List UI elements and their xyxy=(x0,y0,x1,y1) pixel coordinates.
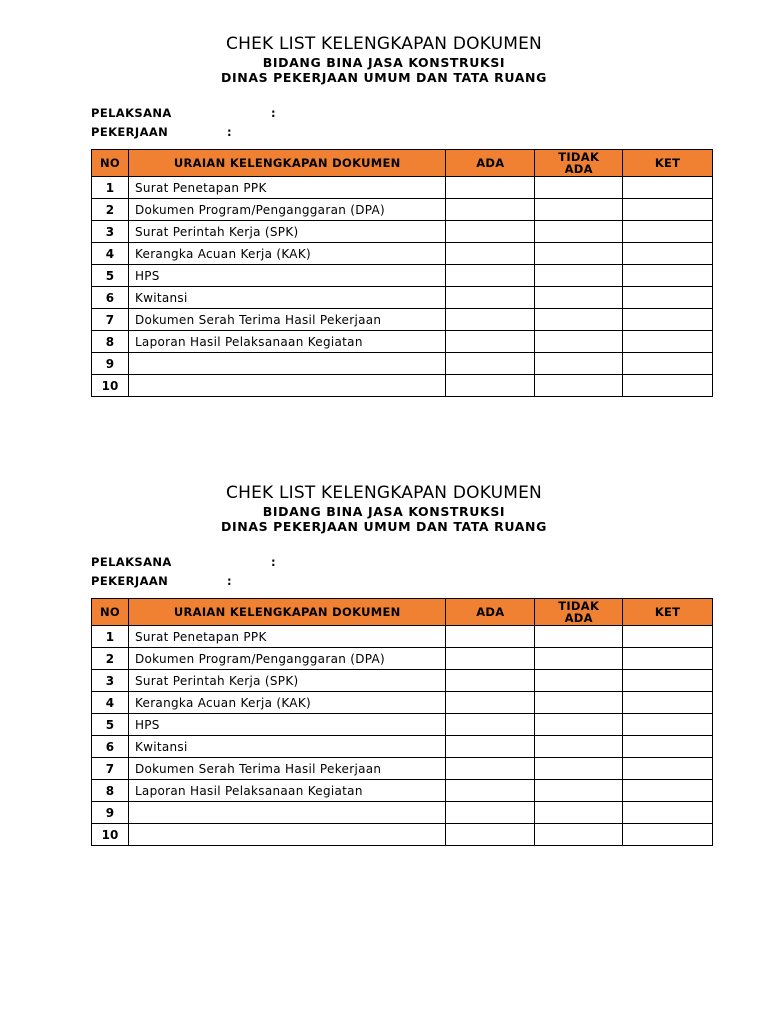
table-row xyxy=(92,714,713,736)
row-tidak-ada-cell[interactable] xyxy=(535,199,623,221)
row-description: Surat Penetapan PPK xyxy=(128,626,446,648)
pelaksana-label: PELAKSANA xyxy=(91,555,172,569)
row-number: 7 xyxy=(92,758,129,780)
table-row xyxy=(92,626,713,648)
row-number: 3 xyxy=(92,670,129,692)
row-ket-cell[interactable] xyxy=(623,353,713,375)
table-row xyxy=(92,802,713,824)
row-ket-cell[interactable] xyxy=(623,824,713,846)
row-tidak-ada-cell[interactable] xyxy=(535,780,623,802)
row-ket-cell[interactable] xyxy=(623,692,713,714)
form-fields xyxy=(0,106,768,146)
row-description: Surat Perintah Kerja (SPK) xyxy=(128,670,446,692)
row-description xyxy=(128,353,446,375)
header-ket: KET xyxy=(623,150,713,177)
row-ket-cell[interactable] xyxy=(623,758,713,780)
row-tidak-ada-cell[interactable] xyxy=(535,692,623,714)
row-ket-cell[interactable] xyxy=(623,221,713,243)
row-number: 9 xyxy=(92,802,129,824)
row-ket-cell[interactable] xyxy=(623,714,713,736)
pekerjaan-label: PEKERJAAN xyxy=(91,125,169,139)
header-uraian: URAIAN KELENGKAPAN DOKUMEN xyxy=(128,150,446,177)
row-ket-cell[interactable] xyxy=(623,243,713,265)
row-ada-cell[interactable] xyxy=(446,692,535,714)
table-row xyxy=(92,177,713,199)
table-header-row xyxy=(92,150,713,177)
row-ada-cell[interactable] xyxy=(446,802,535,824)
row-ada-cell[interactable] xyxy=(446,331,535,353)
table-row xyxy=(92,670,713,692)
form-subtitle-1: BIDANG BINA JASA KONSTRUKSI xyxy=(262,504,506,519)
row-ket-cell[interactable] xyxy=(623,802,713,824)
pekerjaan-colon: : xyxy=(227,125,232,139)
header-ada: ADA xyxy=(446,150,535,177)
table-row xyxy=(92,375,713,397)
row-number: 5 xyxy=(92,265,129,287)
row-tidak-ada-cell[interactable] xyxy=(535,177,623,199)
row-number: 8 xyxy=(92,331,129,353)
row-tidak-ada-cell[interactable] xyxy=(535,802,623,824)
row-description xyxy=(128,375,446,397)
row-ada-cell[interactable] xyxy=(446,714,535,736)
row-ket-cell[interactable] xyxy=(623,780,713,802)
row-number: 8 xyxy=(92,780,129,802)
row-ada-cell[interactable] xyxy=(446,670,535,692)
row-ada-cell[interactable] xyxy=(446,626,535,648)
row-tidak-ada-cell[interactable] xyxy=(535,714,623,736)
row-ada-cell[interactable] xyxy=(446,265,535,287)
header-no: NO xyxy=(92,599,129,626)
row-number: 10 xyxy=(92,824,129,846)
row-number: 7 xyxy=(92,309,129,331)
row-number: 6 xyxy=(92,287,129,309)
row-ada-cell[interactable] xyxy=(446,758,535,780)
row-ada-cell[interactable] xyxy=(446,375,535,397)
row-number: 3 xyxy=(92,221,129,243)
row-ket-cell[interactable] xyxy=(623,670,713,692)
row-description xyxy=(128,802,446,824)
row-ada-cell[interactable] xyxy=(446,177,535,199)
row-description xyxy=(128,824,446,846)
checklist-table xyxy=(91,149,713,397)
checklist-table xyxy=(91,598,713,846)
row-tidak-ada-cell[interactable] xyxy=(535,265,623,287)
row-ket-cell[interactable] xyxy=(623,287,713,309)
pelaksana-colon: : xyxy=(271,555,276,569)
row-tidak-ada-cell[interactable] xyxy=(535,648,623,670)
header-tidak-ada xyxy=(535,599,623,626)
row-tidak-ada-cell[interactable] xyxy=(535,331,623,353)
checklist-form xyxy=(0,482,768,842)
row-description: Dokumen Program/Penganggaran (DPA) xyxy=(128,199,446,221)
table-row xyxy=(92,221,713,243)
row-description: Kerangka Acuan Kerja (KAK) xyxy=(128,692,446,714)
table-row xyxy=(92,199,713,221)
header-tidak-ada-label: TIDAK ADA xyxy=(558,150,600,176)
row-tidak-ada-cell[interactable] xyxy=(535,670,623,692)
row-ket-cell[interactable] xyxy=(623,309,713,331)
pelaksana-label: PELAKSANA xyxy=(91,106,172,120)
row-number: 2 xyxy=(92,199,129,221)
pekerjaan-label: PEKERJAAN xyxy=(91,574,169,588)
header-tidak-ada-label: TIDAK ADA xyxy=(558,599,600,625)
row-tidak-ada-cell[interactable] xyxy=(535,736,623,758)
row-description: Laporan Hasil Pelaksanaan Kegiatan xyxy=(128,780,446,802)
table-header-row xyxy=(92,599,713,626)
row-tidak-ada-cell[interactable] xyxy=(535,626,623,648)
form-subtitle-2: DINAS PEKERJAAN UMUM DAN TATA RUANG xyxy=(221,70,547,85)
row-ada-cell[interactable] xyxy=(446,353,535,375)
row-number: 6 xyxy=(92,736,129,758)
form-subtitle-1: BIDANG BINA JASA KONSTRUKSI xyxy=(262,55,506,70)
header-no: NO xyxy=(92,150,129,177)
row-tidak-ada-cell[interactable] xyxy=(535,287,623,309)
row-description: HPS xyxy=(128,714,446,736)
row-tidak-ada-cell[interactable] xyxy=(535,353,623,375)
row-ada-cell[interactable] xyxy=(446,221,535,243)
row-description: Dokumen Serah Terima Hasil Pekerjaan xyxy=(128,309,446,331)
header-tidak-ada xyxy=(535,150,623,177)
row-ket-cell[interactable] xyxy=(623,626,713,648)
row-ket-cell[interactable] xyxy=(623,375,713,397)
row-description: Kwitansi xyxy=(128,736,446,758)
header-uraian: URAIAN KELENGKAPAN DOKUMEN xyxy=(128,599,446,626)
row-ada-cell[interactable] xyxy=(446,199,535,221)
table-body xyxy=(92,177,713,397)
table-row xyxy=(92,331,713,353)
row-number: 9 xyxy=(92,353,129,375)
table-row xyxy=(92,648,713,670)
row-description: Dokumen Program/Penganggaran (DPA) xyxy=(128,648,446,670)
row-tidak-ada-cell[interactable] xyxy=(535,824,623,846)
row-ada-cell[interactable] xyxy=(446,309,535,331)
row-ada-cell[interactable] xyxy=(446,287,535,309)
row-description: Laporan Hasil Pelaksanaan Kegiatan xyxy=(128,331,446,353)
row-tidak-ada-cell[interactable] xyxy=(535,375,623,397)
row-number: 10 xyxy=(92,375,129,397)
form-fields xyxy=(0,555,768,595)
checklist-form xyxy=(0,33,768,393)
pekerjaan-colon: : xyxy=(227,574,232,588)
header-ada: ADA xyxy=(446,599,535,626)
table-row xyxy=(92,780,713,802)
table-body xyxy=(92,626,713,846)
row-number: 4 xyxy=(92,243,129,265)
row-ket-cell[interactable] xyxy=(623,199,713,221)
form-title: CHEK LIST KELENGKAPAN DOKUMEN xyxy=(226,34,542,54)
form-subtitle-2: DINAS PEKERJAAN UMUM DAN TATA RUANG xyxy=(221,519,547,534)
row-ada-cell[interactable] xyxy=(446,824,535,846)
row-tidak-ada-cell[interactable] xyxy=(535,221,623,243)
table-row xyxy=(92,243,713,265)
row-number: 1 xyxy=(92,626,129,648)
table-row xyxy=(92,736,713,758)
table-row xyxy=(92,309,713,331)
table-row xyxy=(92,265,713,287)
row-ket-cell[interactable] xyxy=(623,177,713,199)
row-number: 5 xyxy=(92,714,129,736)
row-ket-cell[interactable] xyxy=(623,736,713,758)
row-ket-cell[interactable] xyxy=(623,265,713,287)
row-tidak-ada-cell[interactable] xyxy=(535,309,623,331)
row-number: 1 xyxy=(92,177,129,199)
row-ket-cell[interactable] xyxy=(623,331,713,353)
row-number: 4 xyxy=(92,692,129,714)
row-ket-cell[interactable] xyxy=(623,648,713,670)
row-description: Surat Perintah Kerja (SPK) xyxy=(128,221,446,243)
row-tidak-ada-cell[interactable] xyxy=(535,758,623,780)
table-row xyxy=(92,824,713,846)
row-description: Surat Penetapan PPK xyxy=(128,177,446,199)
row-description: Kwitansi xyxy=(128,287,446,309)
form-title: CHEK LIST KELENGKAPAN DOKUMEN xyxy=(226,483,542,503)
table-row xyxy=(92,287,713,309)
table-row xyxy=(92,692,713,714)
header-ket: KET xyxy=(623,599,713,626)
row-description: Dokumen Serah Terima Hasil Pekerjaan xyxy=(128,758,446,780)
row-ada-cell[interactable] xyxy=(446,648,535,670)
table-row xyxy=(92,353,713,375)
row-description: HPS xyxy=(128,265,446,287)
row-number: 2 xyxy=(92,648,129,670)
row-ada-cell[interactable] xyxy=(446,780,535,802)
table-row xyxy=(92,758,713,780)
row-description: Kerangka Acuan Kerja (KAK) xyxy=(128,243,446,265)
row-ada-cell[interactable] xyxy=(446,243,535,265)
row-ada-cell[interactable] xyxy=(446,736,535,758)
pelaksana-colon: : xyxy=(271,106,276,120)
row-tidak-ada-cell[interactable] xyxy=(535,243,623,265)
